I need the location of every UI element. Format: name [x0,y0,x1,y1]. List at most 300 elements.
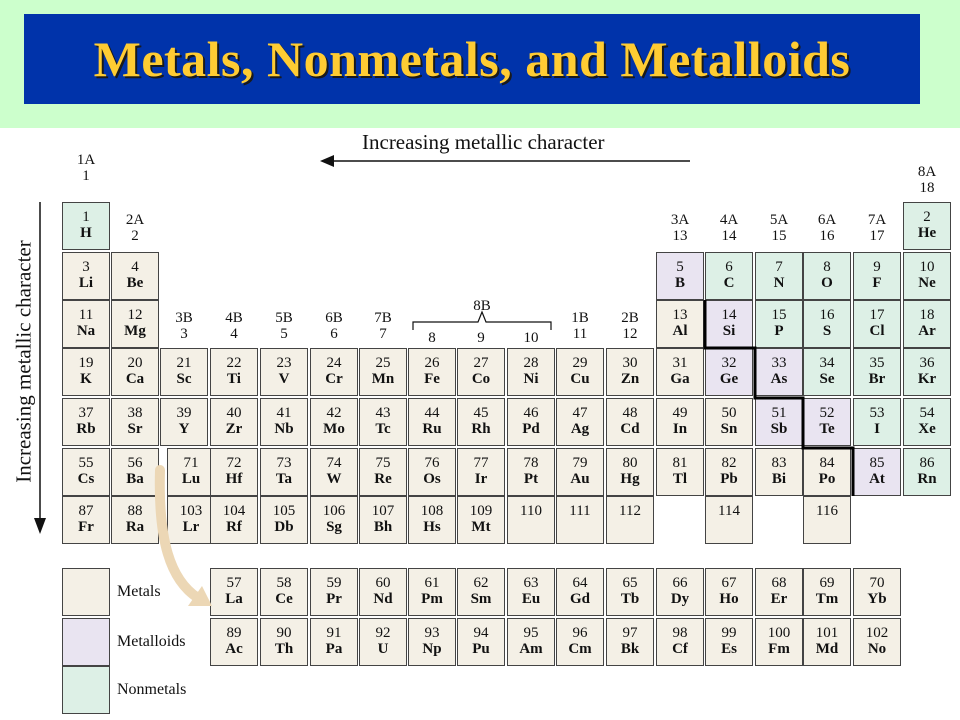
element-symbol: Sg [326,519,342,535]
element-symbol: Cd [620,421,640,437]
element-cell-92 [359,618,407,666]
element-symbol: Pd [522,421,540,437]
atomic-number: 15 [771,307,787,323]
element-symbol: Lr [182,519,200,535]
element-symbol: Po [818,471,836,487]
element-cell-21 [160,348,208,396]
element-cell-39 [160,398,208,446]
atomic-number: 26 [424,355,440,371]
element-symbol: Nd [373,591,393,607]
group-label-number: 10 [523,330,539,346]
group-label-old: 2B [621,310,639,326]
atomic-number: 5 [676,259,684,275]
element-cell-40 [210,398,258,446]
element-cell-7 [755,252,803,300]
group-label-17 [851,212,903,244]
element-symbol: Fe [424,371,440,387]
group-label-number: 18 [919,180,935,196]
atomic-number: 14 [721,307,737,323]
atomic-number: 47 [572,405,588,421]
atomic-number: 19 [78,355,94,371]
element-cell-110 [507,496,555,544]
atomic-number: 104 [222,503,246,519]
element-cell-61 [408,568,456,616]
element-cell-27 [457,348,505,396]
atomic-number: 107 [371,503,395,519]
atomic-number: 116 [816,503,838,519]
element-symbol: Bk [620,641,640,657]
atomic-number: 70 [869,575,885,591]
element-symbol: Am [519,641,543,657]
atomic-number: 78 [523,455,539,471]
atomic-number: 3 [82,259,90,275]
element-symbol: Sr [127,421,143,437]
element-symbol: Hs [423,519,441,535]
element-cell-14 [705,300,753,348]
atomic-number: 38 [127,405,143,421]
element-symbol: Be [126,275,144,291]
atomic-number: 30 [622,355,638,371]
atomic-number: 71 [183,455,199,471]
atomic-number: 42 [326,405,342,421]
element-cell-102 [853,618,901,666]
group-label-old: 6B [325,310,343,326]
element-cell-3 [62,252,110,300]
group-label-number: 9 [477,330,485,346]
element-symbol: Li [78,275,94,291]
element-cell-42 [310,398,358,446]
group-label-number: 2 [131,228,139,244]
element-cell-109 [457,496,505,544]
group-label-number: 1 [82,168,90,184]
element-cell-38 [111,398,159,446]
element-symbol: Co [471,371,491,387]
element-symbol: Mt [471,519,491,535]
atomic-number: 110 [520,503,542,519]
element-cell-87 [62,496,110,544]
element-cell-56 [111,448,159,496]
group-label-10 [505,330,557,346]
atomic-number: 39 [176,405,192,421]
element-cell-111 [556,496,604,544]
group-label-old: 8A [917,164,937,180]
element-symbol: Lu [181,471,201,487]
atomic-number: 18 [919,307,935,323]
element-cell-114 [705,496,753,544]
group-label-16 [801,212,853,244]
element-cell-50 [705,398,753,446]
atomic-number: 88 [127,503,143,519]
element-cell-10 [903,252,951,300]
group-label-old: 7A [867,212,887,228]
atomic-number: 62 [473,575,489,591]
group-label-number: 5 [280,326,288,342]
element-symbol: Xe [918,421,936,437]
element-symbol: Pu [472,641,490,657]
atomic-number: 52 [819,405,835,421]
legend-swatch-metal [62,568,110,616]
element-symbol: Ru [422,421,442,437]
group-label-7 [357,310,409,342]
element-cell-100 [755,618,803,666]
atomic-number: 98 [672,625,688,641]
atomic-number: 37 [78,405,94,421]
element-cell-31 [656,348,704,396]
element-symbol: Mn [371,371,395,387]
atomic-number: 83 [771,455,787,471]
element-symbol: U [377,641,389,657]
element-symbol: Rh [471,421,491,437]
element-cell-77 [457,448,505,496]
element-symbol: Tm [815,591,839,607]
atomic-number: 12 [127,307,143,323]
element-cell-83 [755,448,803,496]
group-label-15 [753,212,805,244]
group-label-number: 4 [230,326,238,342]
element-symbol: Nb [274,421,294,437]
element-symbol: Ho [719,591,739,607]
element-cell-49 [656,398,704,446]
element-symbol: Yb [867,591,887,607]
element-cell-24 [310,348,358,396]
atomic-number: 66 [672,575,688,591]
element-symbol: Al [672,323,688,339]
group-label-13 [654,212,706,244]
element-cell-106 [310,496,358,544]
atomic-number: 106 [322,503,346,519]
element-cell-116 [803,496,851,544]
atomic-number: 17 [869,307,885,323]
atomic-number: 31 [672,355,688,371]
atomic-number: 2 [923,209,931,225]
element-symbol: He [917,225,937,241]
atomic-number: 58 [276,575,292,591]
element-cell-48 [606,398,654,446]
element-symbol: Kr [917,371,937,387]
atomic-number: 46 [523,405,539,421]
group-label-number: 7 [379,326,387,342]
element-symbol: Tb [620,591,640,607]
element-cell-89 [210,618,258,666]
atomic-number: 48 [622,405,638,421]
legend-label-metalloid: Metalloids [117,633,186,650]
element-cell-41 [260,398,308,446]
element-symbol: Gd [569,591,590,607]
atomic-number: 90 [276,625,292,641]
atomic-number: 108 [420,503,444,519]
element-symbol: Au [570,471,590,487]
element-symbol: Cu [570,371,590,387]
group-label-number: 6 [330,326,338,342]
group-label-old: 1B [571,310,589,326]
element-symbol: Cm [568,641,592,657]
element-symbol: Db [274,519,294,535]
group-8b-label: 8B [473,298,491,314]
element-symbol: Hf [225,471,243,487]
element-symbol: C [723,275,735,291]
group-label-number: 16 [819,228,835,244]
element-symbol: Rn [917,471,937,487]
atomic-number: 87 [78,503,94,519]
element-cell-75 [359,448,407,496]
element-symbol: Ba [126,471,144,487]
element-symbol: Bi [771,471,787,487]
atomic-number: 40 [226,405,242,421]
element-symbol: Pa [325,641,343,657]
element-symbol: I [874,421,880,437]
element-symbol: Pt [523,471,539,487]
atomic-number: 10 [919,259,935,275]
element-cell-4 [111,252,159,300]
group-label-number: 17 [869,228,885,244]
element-cell-58 [260,568,308,616]
group-label-8 [406,330,458,346]
legend-swatch-metalloid [62,618,110,666]
element-cell-37 [62,398,110,446]
group-label-old: 5A [769,212,789,228]
element-cell-2 [903,202,951,250]
element-cell-30 [606,348,654,396]
element-cell-5 [656,252,704,300]
element-symbol: No [867,641,887,657]
element-cell-11 [62,300,110,348]
element-symbol: S [822,323,832,339]
group-label-12 [604,310,656,342]
atomic-number: 24 [326,355,342,371]
element-cell-69 [803,568,851,616]
element-symbol: Tc [375,421,391,437]
group-label-number: 13 [672,228,688,244]
atomic-number: 96 [572,625,588,641]
element-symbol: Cl [869,323,885,339]
element-cell-65 [606,568,654,616]
element-cell-68 [755,568,803,616]
element-symbol: O [821,275,833,291]
element-cell-93 [408,618,456,666]
element-cell-17 [853,300,901,348]
element-symbol: Ta [275,471,293,487]
atomic-number: 112 [619,503,641,519]
element-cell-57 [210,568,258,616]
element-symbol: Re [374,471,392,487]
element-cell-84 [803,448,851,496]
element-symbol: Te [819,421,835,437]
atomic-number: 33 [771,355,787,371]
element-symbol: Ag [570,421,590,437]
atomic-number: 75 [375,455,391,471]
element-cell-82 [705,448,753,496]
left-arrow-icon [318,152,693,172]
element-symbol: As [770,371,788,387]
element-cell-104 [210,496,258,544]
atomic-number: 100 [767,625,791,641]
group-label-2 [109,212,161,244]
atomic-number: 85 [869,455,885,471]
atomic-number: 99 [721,625,737,641]
element-symbol: Rf [226,519,242,535]
element-symbol: Ra [125,519,145,535]
group-label-3 [158,310,210,342]
atomic-number: 56 [127,455,143,471]
element-symbol: Es [721,641,737,657]
element-symbol: Ce [275,591,293,607]
element-cell-99 [705,618,753,666]
element-symbol: N [773,275,785,291]
element-symbol: Ne [918,275,936,291]
trend-label-horizontal: Increasing metallic character [362,130,605,154]
group-label-6 [308,310,360,342]
element-symbol: Mo [323,421,345,437]
element-cell-34 [803,348,851,396]
element-cell-101 [803,618,851,666]
atomic-number: 27 [473,355,489,371]
element-symbol: Md [815,641,839,657]
element-cell-62 [457,568,505,616]
atomic-number: 32 [721,355,737,371]
element-symbol: Sn [720,421,738,437]
element-cell-33 [755,348,803,396]
element-cell-79 [556,448,604,496]
element-cell-81 [656,448,704,496]
atomic-number: 7 [775,259,783,275]
atomic-number: 9 [873,259,881,275]
element-symbol: B [674,275,685,291]
element-cell-51 [755,398,803,446]
element-symbol: Ge [719,371,739,387]
group-label-number: 12 [622,326,638,342]
element-cell-9 [853,252,901,300]
element-symbol: Rb [76,421,96,437]
element-cell-16 [803,300,851,348]
atomic-number: 80 [622,455,638,471]
element-symbol: P [774,323,784,339]
atomic-number: 84 [819,455,835,471]
trend-label-vertical: Increasing metallic character [11,240,36,483]
element-symbol: Ac [225,641,243,657]
group-label-9 [455,330,507,346]
atomic-number: 8 [823,259,831,275]
atomic-number: 25 [375,355,391,371]
element-cell-13 [656,300,704,348]
atomic-number: 4 [131,259,139,275]
element-symbol: Sc [176,371,192,387]
element-symbol: Sb [770,421,788,437]
atomic-number: 61 [424,575,440,591]
element-cell-97 [606,618,654,666]
element-cell-95 [507,618,555,666]
group-label-old: 1A [76,152,96,168]
element-symbol: Pm [421,591,443,607]
element-symbol: Se [819,371,835,387]
element-symbol: K [80,371,92,387]
element-cell-105 [260,496,308,544]
element-symbol: Pb [720,471,738,487]
group-label-old: 3A [670,212,690,228]
element-symbol: V [278,371,290,387]
element-symbol: Er [770,591,788,607]
element-symbol: Bh [373,519,393,535]
atomic-number: 63 [523,575,539,591]
element-cell-63 [507,568,555,616]
element-cell-107 [359,496,407,544]
element-symbol: Na [76,323,96,339]
element-symbol: At [869,471,885,487]
element-cell-91 [310,618,358,666]
atomic-number: 79 [572,455,588,471]
element-symbol: Br [868,371,886,387]
atomic-number: 44 [424,405,440,421]
group-label-number: 15 [771,228,787,244]
group-label-11 [554,310,606,342]
element-cell-22 [210,348,258,396]
atomic-number: 67 [721,575,737,591]
element-cell-78 [507,448,555,496]
group-label-number: 11 [572,326,588,342]
group-label-old: 5B [275,310,293,326]
group-label-old: 3B [175,310,193,326]
group-label-number: 8 [428,330,436,346]
element-symbol: Cr [325,371,343,387]
group-label-number: 14 [721,228,737,244]
element-cell-64 [556,568,604,616]
element-cell-52 [803,398,851,446]
atomic-number: 81 [672,455,688,471]
legend-swatch-nonmetal [62,666,110,714]
group-label-1 [60,152,112,184]
element-symbol: Y [178,421,190,437]
element-cell-8 [803,252,851,300]
atomic-number: 91 [326,625,342,641]
element-cell-88 [111,496,159,544]
element-symbol: Mg [124,323,146,339]
element-symbol: W [326,471,342,487]
group-label-old: 4A [719,212,739,228]
element-cell-66 [656,568,704,616]
atomic-number: 72 [226,455,242,471]
atomic-number: 13 [672,307,688,323]
element-symbol: Cs [77,471,95,487]
atomic-number: 57 [226,575,242,591]
element-symbol: Th [274,641,294,657]
element-cell-6 [705,252,753,300]
element-symbol: Ti [227,371,241,387]
atomic-number: 101 [815,625,839,641]
group-label-old: 4B [225,310,243,326]
element-cell-73 [260,448,308,496]
element-cell-19 [62,348,110,396]
element-symbol: Os [423,471,441,487]
element-cell-94 [457,618,505,666]
element-cell-70 [853,568,901,616]
legend-label-metal: Metals [117,583,161,600]
atomic-number: 97 [622,625,638,641]
element-symbol: H [80,225,92,241]
element-cell-18 [903,300,951,348]
atomic-number: 76 [424,455,440,471]
element-cell-59 [310,568,358,616]
element-symbol: Fr [78,519,94,535]
element-cell-74 [310,448,358,496]
down-arrow-icon [32,200,48,536]
group-label-old: 2A [125,212,145,228]
atomic-number: 59 [326,575,342,591]
atomic-number: 95 [523,625,539,641]
atomic-number: 53 [869,405,885,421]
element-cell-12 [111,300,159,348]
atomic-number: 1 [82,209,90,225]
element-symbol: Ir [474,471,488,487]
element-cell-112 [606,496,654,544]
